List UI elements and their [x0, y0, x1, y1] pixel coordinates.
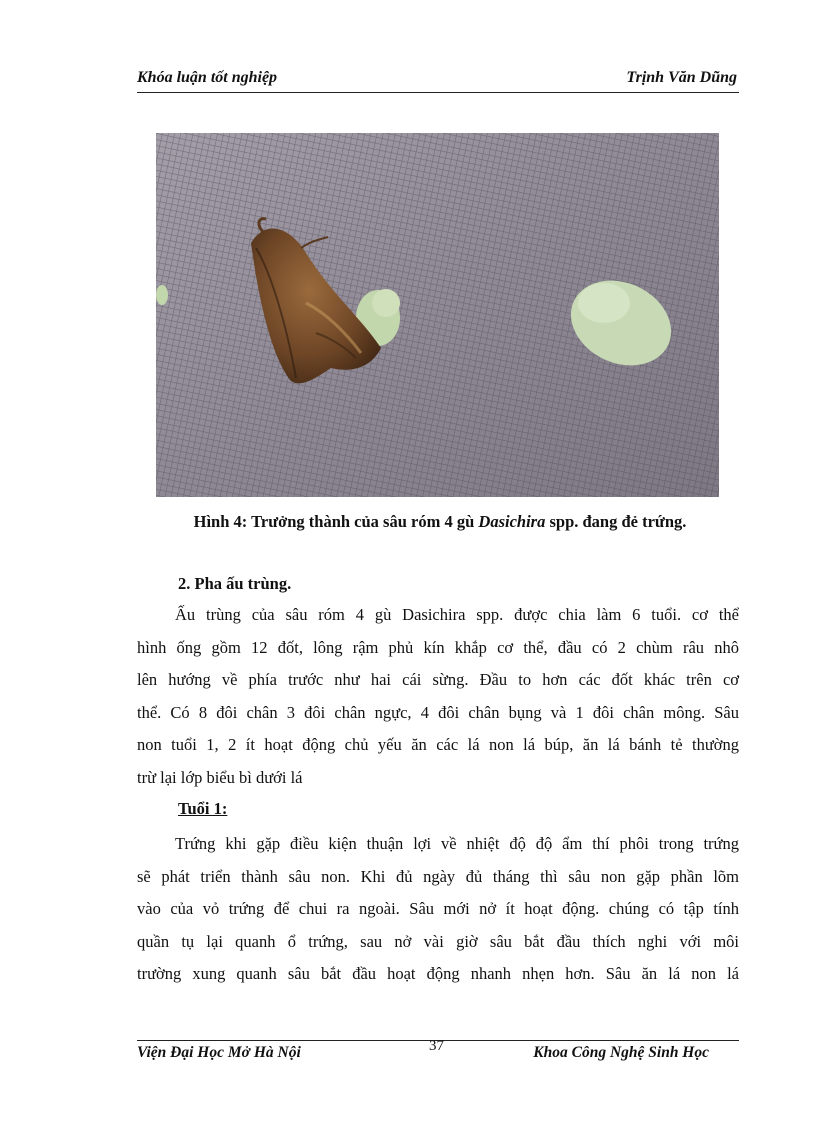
caption-text: Hình 4: Trưởng thành của sâu róm 4 gù [193, 512, 479, 531]
paragraph-larva [137, 599, 739, 794]
text-line: Ấu trùng của sâu róm 4 gù Dasichira spp. được chia làm 6 tuổi. cơ thể [175, 605, 739, 624]
page-footer [137, 1040, 739, 1065]
text-line: sẽ phát triển thành sâu non. Khi đủ ngày đủ tháng thì sâu non gặp phần lõm [137, 866, 739, 886]
paragraph-instar-1 [137, 828, 739, 991]
page-number: 37 [429, 1038, 444, 1054]
text-line: quần tụ lại quanh ổ trứng, sau nở vài giờ sâu bắt đầu thích nghi với môi [137, 931, 739, 951]
text-line: trường xung quanh sâu bắt đầu hoạt động nhanh nhẹn hơn. Sâu ăn lá non lá [137, 964, 739, 983]
header-author: Trịnh Văn Dũng [626, 69, 737, 86]
text-line: vào của vỏ trứng để chui ra ngoài. Sâu mới nở ít hoạt động. chúng có tập tính [137, 899, 739, 918]
footer-institution: Viện Đại Học Mở Hà Nội [137, 1044, 301, 1061]
moth-photo [156, 133, 719, 497]
figure-caption [100, 512, 780, 532]
text-line: trừ lại lớp biểu bì dưới lá [137, 767, 303, 787]
footer-faculty: Khoa Công Nghệ Sinh Học [533, 1044, 709, 1061]
text-line: hình ống gồm 12 đốt, lông rậm phủ kín khắp cơ thể, đầu có 2 chùm râu nhô [137, 637, 739, 657]
page-header [137, 68, 739, 93]
subsection-title: Tuổi 1: [178, 799, 228, 818]
text-line: Trứng khi gặp điều kiện thuận lợi về nhiệt độ độ ẩm thí phôi trong trứng [175, 834, 739, 853]
text-line: thể. Có 8 đôi chân 3 đôi chân ngực, 4 đôi chân bụng và 1 đôi chân mông. Sâu [137, 702, 739, 722]
caption-species: Dasichira [478, 512, 546, 531]
caption-text-end: spp. đang đẻ trứng. [545, 512, 687, 531]
section-title: 2. Pha ấu trùng. [178, 574, 292, 593]
header-thesis-label: Khóa luận tốt nghiệp [137, 69, 278, 86]
text-line: lên hướng về phía trước như hai cái sừng. Đầu to hơn các đốt khác trên cơ [137, 670, 739, 689]
text-line: non tuổi 1, 2 ít hoạt động chủ yếu ăn các lá non lá búp, ăn lá bánh tẻ thường [137, 735, 739, 754]
